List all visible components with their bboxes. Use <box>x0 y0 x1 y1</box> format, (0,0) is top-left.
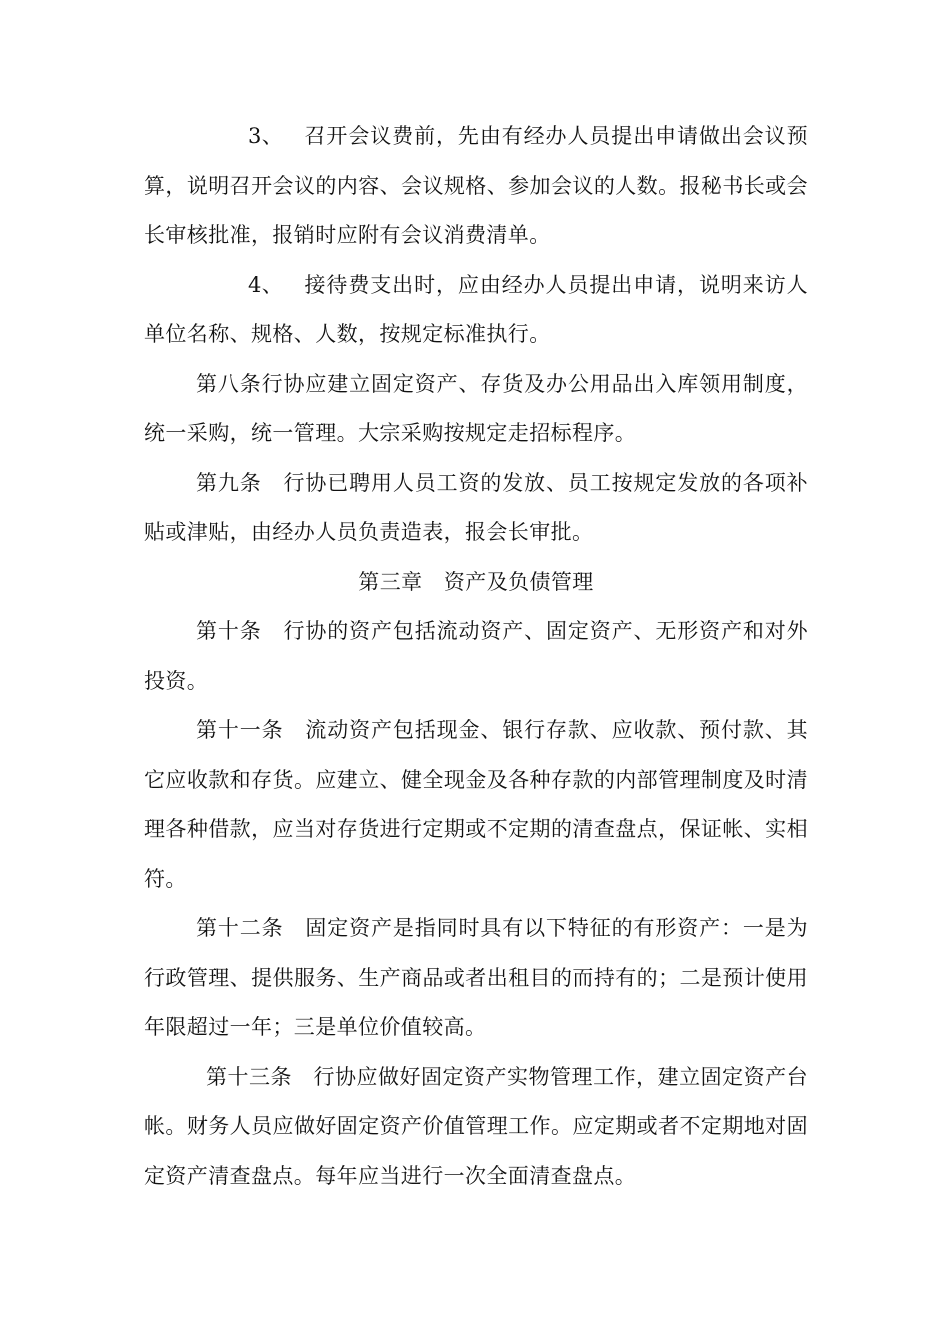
article-8-paragraph: 第八条行协应建立固定资产、存货及办公用品出入库领用制度，统一采购，统一管理。大宗采购按规定走招标程序。 <box>144 371 808 445</box>
article-13-paragraph: 第十三条 行协应做好固定资产实物管理工作，建立固定资产台帐。财务人员应做好固定资产价值管理工作。应定期或者不定期地对固定资产清查盘点。每年应当进行一次全面清查盘点。 <box>144 1064 808 1188</box>
chapter-heading: 第三章 资产及负债管理 <box>358 569 594 594</box>
list-item-number: 4、 <box>248 272 284 297</box>
article-10-paragraph: 第十条 行协的资产包括流动资产、固定资产、无形资产和对外投资。 <box>144 619 808 693</box>
list-item-4 <box>144 261 808 360</box>
list-item-3 <box>144 112 808 261</box>
article-12-paragraph: 第十二条 固定资产是指同时具有以下特征的有形资产：一是为行政管理、提供服务、生产商品或者出租目的而持有的；二是预计使用年限超过一年；三是单位价值较高。 <box>144 916 808 1039</box>
article-11-paragraph: 第十一条 流动资产包括现金、银行存款、应收款、预付款、其它应收款和存货。应建立、健全现金及各种存款的内部管理制度及时清理各种借款，应当对存货进行定期或不定期的清查盘点，保证帐、实相符。 <box>144 718 808 891</box>
article-9-paragraph: 第九条 行协已聘用人员工资的发放、员工按规定发放的各项补贴或津贴，由经办人员负责造表，报会长审批。 <box>144 470 808 544</box>
list-item-number: 3、 <box>248 124 284 148</box>
list-item-text: 召开会议费前，先由有经办人员提出申请做出会议预算，说明召开会议的内容、会议规格、参加会议的人数。报秘书长或会长审核批准，报销时应附有会议消费清单。 <box>144 124 808 247</box>
document-body <box>144 112 808 1201</box>
list-item-text: 接待费支出时，应由经办人员提出申请，说明来访人单位名称、规格、人数，按规定标准执行。 <box>144 272 808 346</box>
